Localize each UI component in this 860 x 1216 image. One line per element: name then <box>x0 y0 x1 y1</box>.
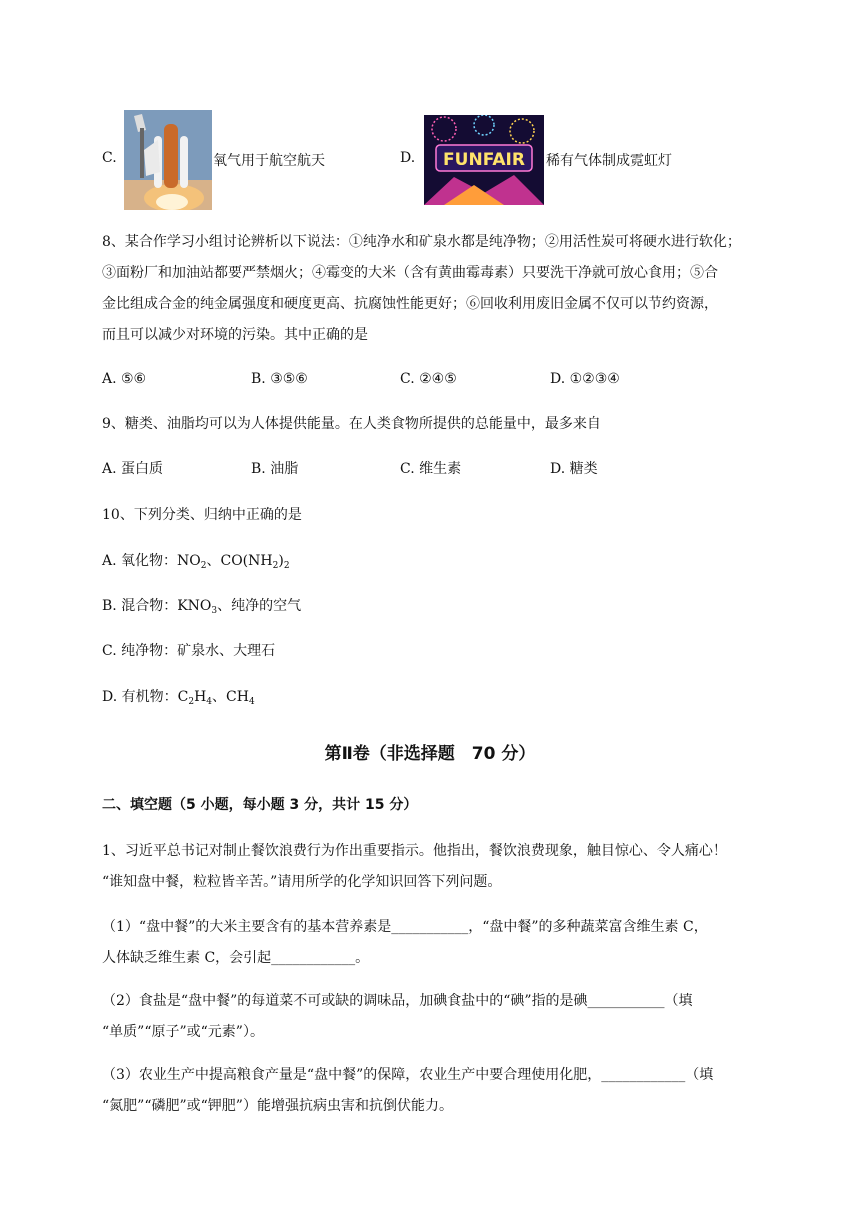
q10-d-sub: 4 <box>206 697 213 707</box>
space-shuttle-illustration <box>124 110 212 210</box>
q10-option-d <box>102 687 255 712</box>
section-title: 二、填空题（5 小题，每小题 3 分，共计 15 分） <box>102 797 418 813</box>
q10-a-text: ) <box>278 553 284 569</box>
q8-stem-line: 而且可以减少对环境的污染。其中正确的是 <box>102 327 368 343</box>
fill1-sub1 <box>102 912 762 974</box>
q10-option-b <box>102 596 301 621</box>
q10-stem: 10、下列分类、归纳中正确的是 <box>102 507 302 523</box>
q9-option-c: C. 维生素 <box>400 461 462 477</box>
q7-option-d-text: 稀有气体制成霓虹灯 <box>546 153 672 169</box>
funfair-logo-text: FUNFAIR <box>443 150 525 170</box>
q10-b-text: B. 混合物：KNO <box>102 598 212 614</box>
q10-d-text: H <box>194 689 207 705</box>
q8-stem-line: ③面粉厂和加油站都要严禁烟火；④霉变的大米（含有黄曲霉毒素）只要洗干净就可放心食用；⑤合 <box>102 265 718 281</box>
funfair-illustration <box>424 115 544 205</box>
q8-stem <box>102 227 762 351</box>
fill1-sub3 <box>102 1060 762 1122</box>
fill1-sub1-line: （1）“盘中餐”的大米主要含有的基本营养素是___________，“盘中餐”的多种蔬菜富含维生素 C， <box>102 919 708 935</box>
fill1-stem <box>102 836 762 898</box>
q10-d-sub: 4 <box>248 697 255 707</box>
q9-option-b: B. 油脂 <box>251 461 299 477</box>
funfair-neon-image <box>424 115 544 205</box>
q10-option-a <box>102 551 290 576</box>
space-shuttle-image <box>124 110 212 210</box>
fill1-sub1-line: 人体缺乏维生素 C，会引起____________。 <box>102 950 370 966</box>
fill1-sub2-line: “单质”“原子”或“元素”）。 <box>102 1024 264 1040</box>
q10-a-sub: 2 <box>283 561 290 571</box>
q10-option-c: C. 纯净物：矿泉水、大理石 <box>102 643 276 659</box>
q7-option-c-label: C. <box>102 150 117 166</box>
fill1-sub2 <box>102 986 762 1048</box>
q8-option-d: D. ①②③④ <box>550 371 620 387</box>
q7-option-c-text: 氧气用于航空航天 <box>213 153 325 169</box>
q9-stem: 9、糖类、油脂均可以为人体提供能量。在人类食物所提供的总能量中，最多来自 <box>102 416 601 432</box>
q10-d-text: 、CH <box>212 689 249 705</box>
q10-d-sub: 2 <box>188 697 195 707</box>
q9-option-d: D. 糖类 <box>550 461 598 477</box>
q10-b-text: 、纯净的空气 <box>217 598 302 614</box>
q10-d-text: D. 有机物：C <box>102 689 189 705</box>
q10-a-sub: 2 <box>200 561 207 571</box>
q10-b-sub: 3 <box>211 606 218 616</box>
fill1-stem-line: “谁知盘中餐，粒粒皆辛苦。”请用所学的化学知识回答下列问题。 <box>102 874 502 890</box>
q8-stem-line: 金比组成合金的纯金属强度和硬度更高、抗腐蚀性能更好；⑥回收利用废旧金属不仅可以节约资源， <box>102 296 718 312</box>
q10-a-sub: 2 <box>272 561 279 571</box>
q7-option-d-label: D. <box>400 150 416 166</box>
q10-a-text: 、CO(NH <box>206 553 273 569</box>
q8-option-c: C. ②④⑤ <box>400 371 457 387</box>
part2-title: 第Ⅱ卷（非选择题 70 分） <box>324 744 536 764</box>
q8-option-b: B. ③⑤⑥ <box>251 371 308 387</box>
q10-a-text: A. 氧化物：NO <box>102 553 201 569</box>
q8-stem-line: 8、某合作学习小组讨论辨析以下说法：①纯净水和矿泉水都是纯净物；②用活性炭可将硬水进行软化； <box>102 234 741 250</box>
fill1-sub3-line: （3）农业生产中提高粮食产量是“盘中餐”的保障，农业生产中要合理使用化肥，____________（填 <box>102 1067 714 1083</box>
fill1-sub2-line: （2）食盐是“盘中餐”的每道菜不可或缺的调味品，加碘食盐中的“碘”指的是碘___________（填 <box>102 993 693 1009</box>
q8-option-a: A. ⑤⑥ <box>102 371 147 387</box>
fill1-sub3-line: “氮肥”“磷肥”或“钾肥”）能增强抗病虫害和抗倒伏能力。 <box>102 1098 453 1114</box>
fill1-stem-line: 1、习近平总书记对制止餐饮浪费行为作出重要指示。他指出，餐饮浪费现象，触目惊心、令人痛心！ <box>102 843 727 859</box>
q9-option-a: A. 蛋白质 <box>102 461 164 477</box>
